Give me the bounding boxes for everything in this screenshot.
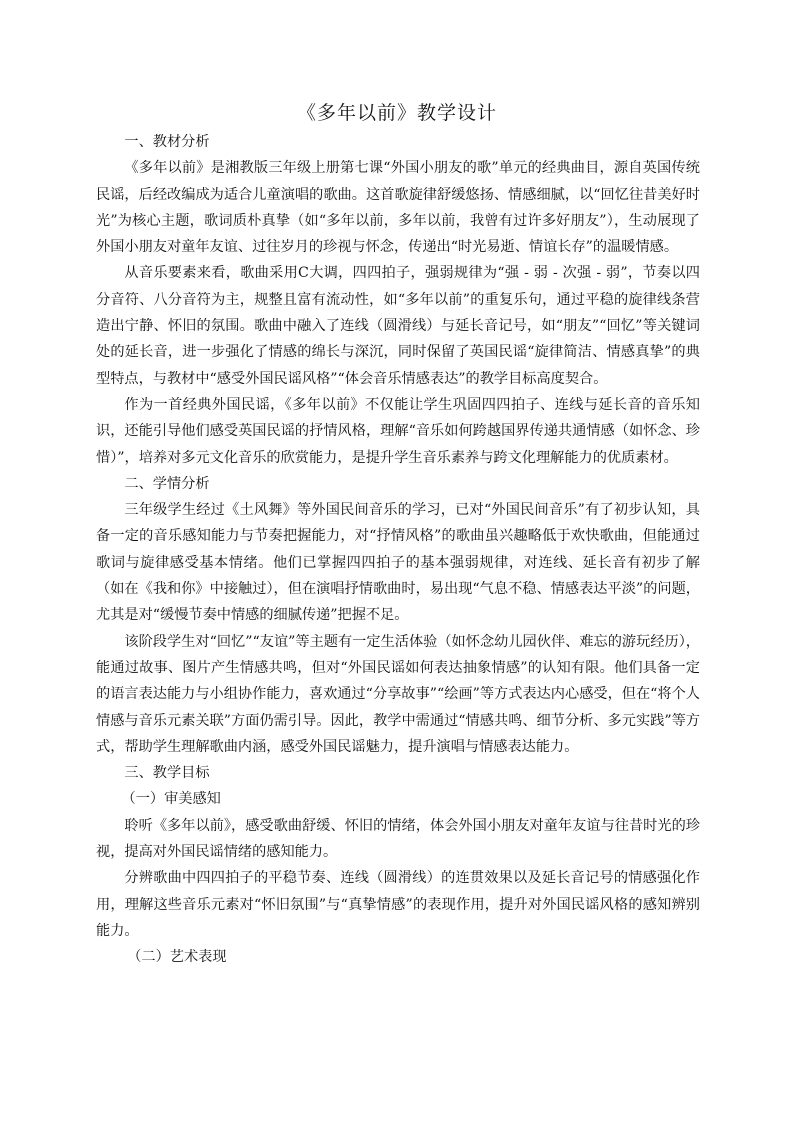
section-heading-textbook-analysis: 一、教材分析: [124, 134, 210, 150]
section-heading-teaching-goals: 三、教学目标: [124, 765, 210, 782]
paragraph-aesthetic-1: 聆听《多年以前》，感受歌曲舒缓、怀旧的情绪，体会外国小朋友对童年友谊与往昔时光的珍视，提高对外国民谣情绪的感知能力。: [96, 817, 700, 861]
subsection-heading-artistic-expression: （二）艺术表现: [127, 949, 227, 966]
paragraph-textbook-1: 《多年以前》是湘教版三年级上册第七课“外国小朋友的歌”单元的经典曲目，源自英国传统民谣，后经改编成为适合儿童演唱的歌曲。这首歌旋律舒缓悠扬、情感细腻，以“回忆往昔美好时光”为核心主题，歌词质朴真挚（如“多年以前，多年以前，我曾有过许多好朋友”），生动展现了外国小朋友对童年友谊、过往岁月的珍视与怀念，传递出“时光易逝、情谊长存”的温暖情感。: [96, 160, 700, 256]
paragraph-learner-2: 该阶段学生对“回忆”“友谊”等主题有一定生活体验（如怀念幼儿园伙伴、难忘的游玩经历），能通过故事、图片产生情感共鸣，但对“外国民谣如何表达抽象情感”的认知有限。他们具备一定的语言表达能力与小组协作能力，喜欢通过“分享故事”“绘画”等方式表达内心感受，但在“将个人情感与音乐元素关联”方面仍需引导。因此，教学中需通过“情感共鸣、细节分析、多元实践”等方式，帮助学生理解歌曲内涵，感受外国民谣魅力，提升演唱与情感表达能力。: [96, 633, 700, 755]
paragraph-aesthetic-2: 分辨歌曲中四四拍子的平稳节奏、连线（圆滑线）的连贯效果以及延长音记号的情感强化作用，理解这些音乐元素对“怀旧氛围”与“真挚情感”的表现作用，提升对外国民谣风格的感知辨别能力。: [96, 870, 700, 939]
paragraph-textbook-2: 从音乐要素来看，歌曲采用C大调，四四拍子，强弱规律为“强 - 弱 - 次强 - 弱”，节奏以四分音符、八分音符为主，规整且富有流动性，如“多年以前”的重复乐句，通过平稳的旋律线条营造出宁静、怀旧的氛围。歌曲中融入了连线（圆滑线）与延长音记号，如“朋友”“回忆”等关键词处的延长音，进一步强化了情感的绵长与深沉，同时保留了英国民谣“旋律简洁、情感真挚”的典型特点，与教材中“感受外国民谣风格”“体会音乐情感表达”的教学目标高度契合。: [96, 265, 700, 387]
subsection-heading-aesthetic-perception: （一）审美感知: [121, 791, 221, 808]
document-title: 《多年以前》教学设计: [296, 102, 497, 124]
section-heading-learner-analysis: 二、学情分析: [124, 475, 210, 492]
document-body: [96, 129, 700, 971]
paragraph-learner-1: 三年级学生经过《土风舞》等外国民间音乐的学习，已对“外国民间音乐”有了初步认知，具备一定的音乐感知能力与节奏把握能力，对“抒情风格”的歌曲虽兴趣略低于欢快歌曲，但能通过歌词与旋律感受基本情绪。他们已掌握四四拍子的基本强弱规律，对连线、延长音有初步了解（如在《我和你》中接触过），但在演唱抒情歌曲时，易出现“气息不稳、情感表达平淡”的问题，尤其是对“缓慢节奏中情感的细腻传递”把握不足。: [96, 502, 700, 624]
paragraph-textbook-3: 作为一首经典外国民谣，《多年以前》不仅能让学生巩固四四拍子、连线与延长音的音乐知识，还能引导他们感受英国民谣的抒情风格，理解“音乐如何跨越国界传递共通情感（如怀念、珍惜）”，培养对多元文化音乐的欣赏能力，是提升学生音乐素养与跨文化理解能力的优质素材。: [96, 396, 700, 466]
